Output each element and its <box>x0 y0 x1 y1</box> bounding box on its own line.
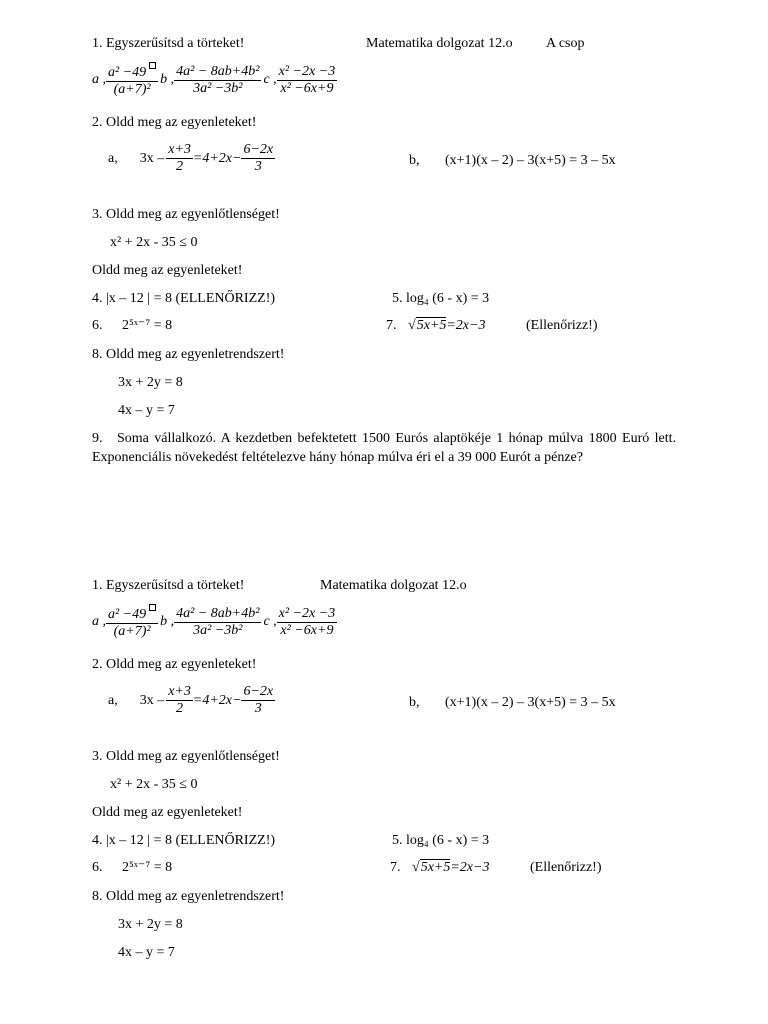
fraction-a <box>106 62 158 98</box>
q9-text: Soma vállalkozó. A kezdetben befektetett 1500 Eurós alaptökéje 1 hónap múlva 1800 Euró lett. Exponenciális növekedést feltételezve hány hónap múlva éri el a 39 000 Eurót a pénze? <box>92 431 676 465</box>
q2a-label: a, <box>108 150 118 166</box>
q1-heading: 1. Egyszerűsítsd a törteket! <box>92 36 245 51</box>
q7-equation <box>408 318 485 334</box>
fraction-a <box>106 604 158 640</box>
q2a-left: 3x – <box>139 150 165 166</box>
q7-check: (Ellenőrizz!) <box>530 860 602 875</box>
q2a-fraction-1 <box>166 684 193 717</box>
fraction-b-denominator: 3a² −3b² <box>193 80 243 96</box>
q7-rest: =2x−3 <box>450 860 490 875</box>
q2a-fraction-2-numerator: 6−2x <box>243 142 274 157</box>
q2a-fraction-2-denominator: 3 <box>254 159 262 174</box>
q7-check: (Ellenőrizz!) <box>526 318 598 333</box>
q8-equation-1: 3x + 2y = 8 <box>118 917 183 932</box>
q1-fractions <box>92 62 337 98</box>
exam-title: Matematika dolgozat 12.o <box>366 36 513 51</box>
fraction-c-label: c , <box>263 72 277 87</box>
q2a-equation <box>108 142 275 175</box>
q2a-middle: =4+2x− <box>192 692 242 708</box>
q7-equation <box>412 860 489 876</box>
q2a-fraction-1-numerator: x+3 <box>168 142 191 157</box>
q7-rest: =2x−3 <box>446 318 486 333</box>
q2a-fraction-1-denominator: 2 <box>176 159 184 174</box>
fraction-b-label: b , <box>160 614 175 629</box>
q2a-fraction-2 <box>241 684 275 717</box>
q2-heading: 2. Oldd meg az egyenleteket! <box>92 657 257 672</box>
fraction-c-denominator: x² −6x+9 <box>280 622 334 638</box>
fraction-a-label: a , <box>92 614 106 629</box>
q2-heading: 2. Oldd meg az egyenleteket! <box>92 115 257 130</box>
q8-heading: 8. Oldd meg az egyenletrendszert! <box>92 347 285 362</box>
q3-heading: 3. Oldd meg az egyenlőtlenséget! <box>92 207 280 222</box>
q2a-fraction-1 <box>166 142 193 175</box>
q4: 4. |x – 12 | = 8 (ELLENŐRIZZ!) <box>92 291 276 306</box>
placeholder-box-icon <box>149 604 156 611</box>
fraction-b-denominator: 3a² −3b² <box>193 622 243 638</box>
q2a-fraction-2-denominator: 3 <box>254 701 262 716</box>
fraction-c <box>277 64 338 97</box>
q2a-fraction-2-numerator: 6−2x <box>243 684 274 699</box>
q2b-label: b, <box>409 153 420 168</box>
q3-inequality: x² + 2x - 35 ≤ 0 <box>110 777 198 792</box>
q1-fractions <box>92 604 337 640</box>
fraction-a-numerator: a² −49 <box>108 607 147 622</box>
sqrt-icon: √ <box>412 860 420 875</box>
q5: 5. log₄ (6 - x) = 3 <box>392 833 490 848</box>
q2a-fraction-1-numerator: x+3 <box>168 684 191 699</box>
q7-number: 7. <box>390 860 401 875</box>
q6-number: 6. <box>92 318 103 333</box>
q5: 5. log₄ (6 - x) = 3 <box>392 291 490 306</box>
sqrt-icon: √ <box>408 318 416 333</box>
q7-radicand: 5x+5 <box>420 860 451 875</box>
fraction-c-label: c , <box>263 614 277 629</box>
q9-number: 9. <box>92 431 103 446</box>
q8-equation-2: 4x – y = 7 <box>118 945 175 960</box>
fraction-a-label: a , <box>92 72 106 87</box>
q8-heading: 8. Oldd meg az egyenletrendszert! <box>92 889 285 904</box>
q7-number: 7. <box>386 318 397 333</box>
q2b-equation: (x+1)(x – 2) – 3(x+5) = 3 – 5x <box>445 695 616 710</box>
fraction-a-numerator: a² −49 <box>108 65 147 80</box>
q2a-left: 3x – <box>139 692 165 708</box>
q6-equation: 2⁵ˣ⁻⁷ = 8 <box>122 318 173 333</box>
q3-inequality: x² + 2x - 35 ≤ 0 <box>110 235 198 250</box>
q2b-equation: (x+1)(x – 2) – 3(x+5) = 3 – 5x <box>445 153 616 168</box>
exam-title: Matematika dolgozat 12.o <box>320 578 467 593</box>
fraction-c <box>277 606 338 639</box>
fraction-a-denominator: (a+7)² <box>113 624 151 639</box>
q2a-middle: =4+2x− <box>192 150 242 166</box>
q4: 4. |x – 12 | = 8 (ELLENŐRIZZ!) <box>92 833 276 848</box>
q1-heading: 1. Egyszerűsítsd a törteket! <box>92 578 245 593</box>
q2b-label: b, <box>409 695 420 710</box>
fraction-b-numerator: 4a² − 8ab+4b² <box>176 605 260 621</box>
q2a-equation <box>108 684 275 717</box>
fraction-b <box>174 64 261 97</box>
fraction-b-numerator: 4a² − 8ab+4b² <box>176 63 260 79</box>
q3-heading: 3. Oldd meg az egyenlőtlenséget! <box>92 749 280 764</box>
sub-heading: Oldd meg az egyenleteket! <box>92 263 243 278</box>
fraction-b-label: b , <box>160 72 175 87</box>
q8-equation-1: 3x + 2y = 8 <box>118 375 183 390</box>
group-label: A csop <box>546 36 585 51</box>
fraction-c-numerator: x² −2x −3 <box>278 605 336 621</box>
q2a-label: a, <box>108 692 118 708</box>
q9-paragraph <box>92 429 676 467</box>
fraction-c-denominator: x² −6x+9 <box>280 80 334 96</box>
q6-equation: 2⁵ˣ⁻⁷ = 8 <box>122 860 173 875</box>
placeholder-box-icon <box>149 62 156 69</box>
fraction-a-denominator: (a+7)² <box>113 82 151 97</box>
fraction-b <box>174 606 261 639</box>
q2a-fraction-2 <box>241 142 275 175</box>
q7-radicand: 5x+5 <box>416 318 447 333</box>
q8-equation-2: 4x – y = 7 <box>118 403 175 418</box>
sub-heading: Oldd meg az egyenleteket! <box>92 805 243 820</box>
q6-number: 6. <box>92 860 103 875</box>
fraction-c-numerator: x² −2x −3 <box>278 63 336 79</box>
q2a-fraction-1-denominator: 2 <box>176 701 184 716</box>
